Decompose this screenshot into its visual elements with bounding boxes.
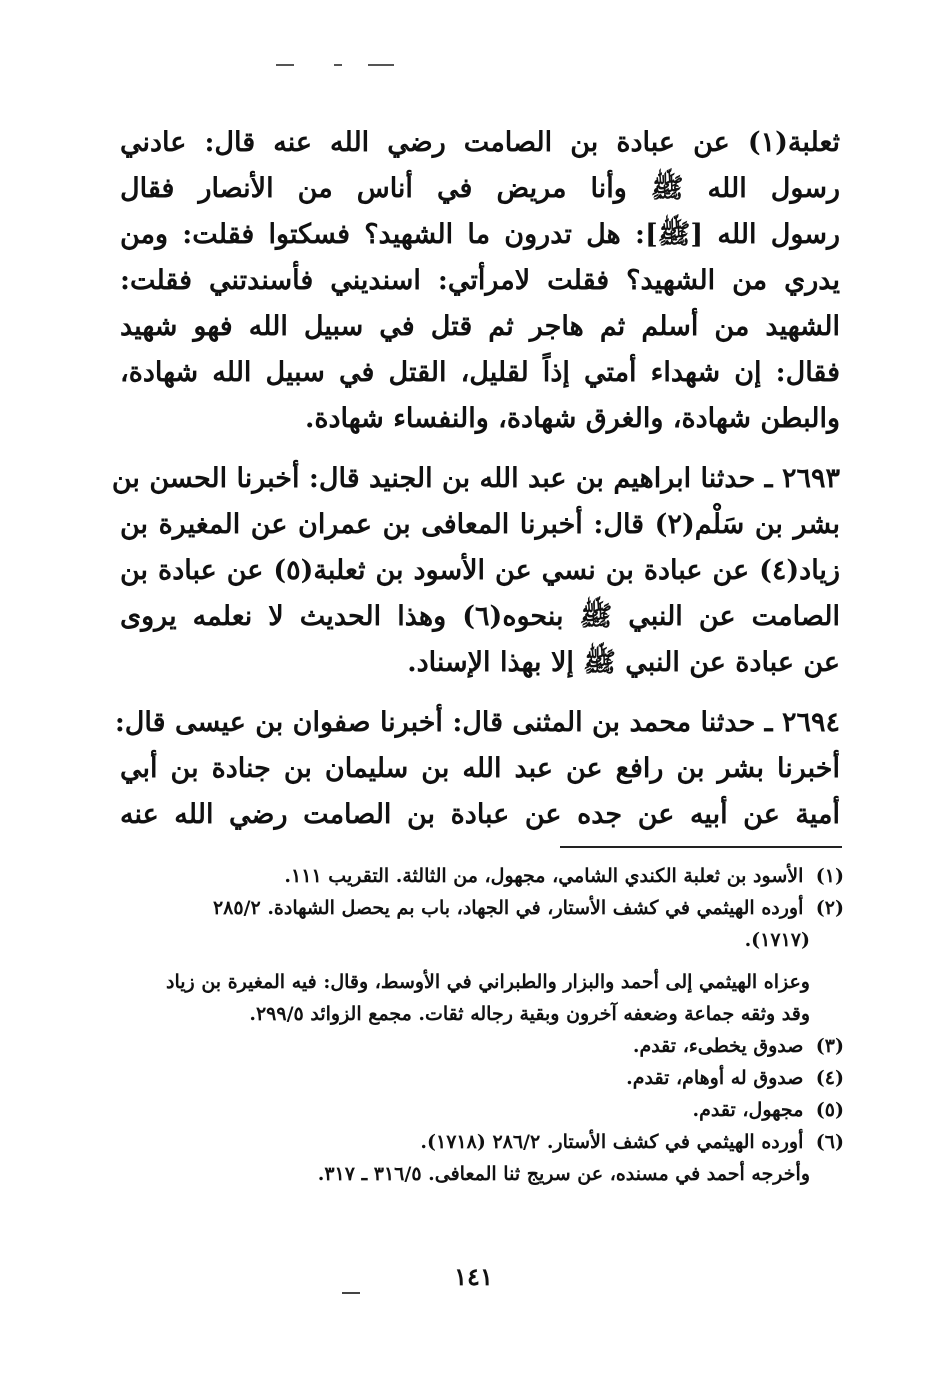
footnote-5: [200, 1094, 844, 1126]
text-line: ٢٦٩٤ ـ حدثنا محمد بن المثنى قال: أخبرنا صفوان بن عيسى قال:: [114, 707, 840, 738]
text-line: بشر بن سَلْم(٢) قال: أخبرنا المعافى بن عمران عن المغيرة بن: [120, 509, 840, 540]
text-line: زياد(٤) عن عبادة بن نسي عن الأسود بن ثعلبة(٥) عن عبادة بن: [120, 555, 840, 586]
footnote-2: [200, 892, 844, 924]
footnote-2-note: وعزاه الهيثمي إلى أحمد والبزار والطبراني في الأوسط، وقال: فيه المغيرة بن زياد: [166, 971, 810, 993]
footnote-6-note: وأخرجه أحمد في مسنده، عن سريج ثنا المعافى. ٣١٦/٥ ـ ٣١٧.: [317, 1163, 810, 1185]
footnote-number: (٣): [815, 1035, 844, 1057]
footnote-continuation: (١٧١٧).: [744, 929, 810, 951]
footnote-text: أورده الهيثمي في كشف الأستار، في الجهاد، باب بم يحصل الشهادة. ٢٨٥/٢: [212, 897, 804, 919]
page-number: ١٤١: [454, 1262, 493, 1291]
text-line: ثعلبة(١) عن عبادة بن الصامت رضي الله عنه قال: عادني: [120, 127, 840, 158]
footnote-text: صدوق له أوهام، تقدم.: [626, 1067, 804, 1089]
text-line: أخبرنا بشر بن رافع عن عبد الله بن سليمان بن جنادة بن أبي: [120, 753, 840, 784]
hadith-2693: [111, 456, 840, 686]
footnote-number: (٦): [815, 1131, 844, 1153]
footnote-1: [200, 860, 844, 892]
footnote-continuation: وقد وثقه جماعة وضعفه آخرون وبقية رجاله ثقات. مجمع الزوائد ٢٩٩/٥.: [249, 1003, 810, 1025]
paragraph-1: [120, 120, 840, 442]
footnote-text: أورده الهيثمي في كشف الأستار. ٢٨٦/٢ (١٧١٨).: [420, 1131, 804, 1153]
footnote-6: [200, 1126, 844, 1158]
text-line: يدري من الشهيد؟ فقلت لامرأتي: اسنديني فأسندتني فقلت:: [120, 265, 840, 296]
text-line: ٢٦٩٣ ـ حدثنا ابراهيم بن عبد الله بن الجنيد قال: أخبرنا الحسن بن: [111, 463, 840, 494]
text-line: الصامت عن النبي ﷺ بنحوه(٦) وهذا الحديث لا نعلمه يروى: [120, 601, 840, 632]
scan-mark: [276, 64, 396, 68]
footnote-text: صدوق يخطىء، تقدم.: [632, 1035, 804, 1057]
text-line: عن عبادة عن النبي ﷺ إلا بهذا الإسناد.: [407, 647, 840, 678]
text-line: فقال: إن شهداء أمتي إذاً لقليل، القتل في سبيل الله شهادة،: [120, 357, 840, 388]
text-line: رسول الله ﷺ وأنا مريض في أناس من الأنصار فقال: [120, 173, 840, 204]
footnote-text: مجهول، تقدم.: [692, 1099, 804, 1121]
main-text: [111, 120, 840, 838]
footnotes: [166, 860, 844, 1190]
footnote-number: (٥): [815, 1099, 844, 1121]
text-line: الشهيد من أسلم ثم هاجر ثم قتل في سبيل الله فهو شهيد: [120, 311, 840, 342]
footnote-number: (١): [815, 865, 844, 887]
text-line: رسول الله [ﷺ]: هل تدرون ما الشهيد؟ فسكتوا فقلت: ومن: [120, 219, 840, 250]
footnote-3: [200, 1030, 844, 1062]
footnote-text: الأسود بن ثعلبة الكندي الشامي، مجهول، من الثالثة. التقريب ١١١.: [284, 865, 804, 887]
footnote-number: (٢): [815, 897, 844, 919]
hadith-2694: [114, 700, 840, 838]
footnote-4: [200, 1062, 844, 1094]
footnote-separator: [560, 846, 842, 848]
text-line: أمية عن أبيه عن جده عن عبادة بن الصامت رضي الله عنه: [120, 799, 840, 830]
footnote-number: (٤): [815, 1067, 844, 1089]
text-line: والبطن شهادة، والغرق شهادة، والنفساء شهادة.: [304, 403, 840, 434]
page-dash: [342, 1292, 360, 1294]
